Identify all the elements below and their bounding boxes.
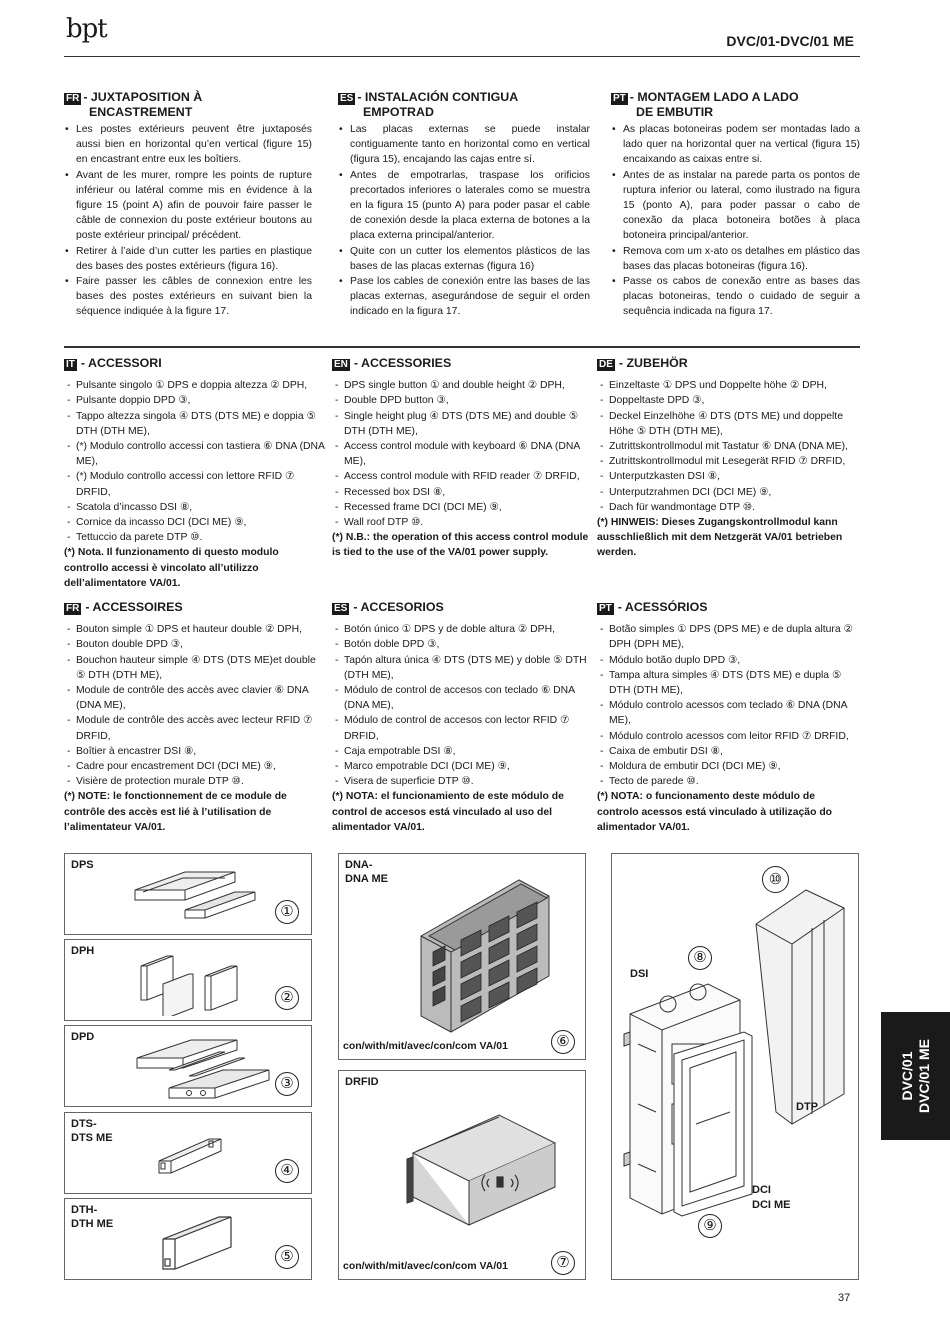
figure-label: DPS [71, 859, 94, 871]
section-heading: PT - MONTAGEM LADO A LADO DE EMBUTIR [613, 90, 799, 119]
dash-list [332, 622, 591, 789]
dna-keypad-illustration [409, 876, 559, 1036]
figure-label: DPH [71, 945, 95, 957]
note-text: (*) NOTA: el funcionamiento de este módulo de control de accesos está vinculado al uso del alimentador VA/01. [332, 791, 564, 833]
header-rule [64, 56, 860, 57]
list-item: - Unterputzrahmen DCI (DCI ME) ⑨, [597, 485, 859, 500]
item-number-7: ⑦ [551, 1251, 575, 1275]
list-item: - Deckel Einzelhöhe ④ DTS (DTS ME) und doppelte Höhe ⑤ DTH (DTH ME), [597, 409, 859, 439]
bullet-list [64, 122, 312, 320]
es-accesorios-section [332, 600, 591, 835]
list-item: • Les postes extérieurs peuvent être juxtaposés aussi bien en horizontal qu’en vertical (figure 15) en encastrant entre eux les boîtiers. [64, 122, 312, 168]
item-number-10: ⑩ [762, 866, 789, 893]
figure-assembly [611, 853, 859, 1280]
list-item: - Double DPD button ③, [332, 393, 591, 408]
note-text: (*) Nota. Il funzionamento di questo modulo controllo accessi è vincolato all’utilizzo dell’alimentatore VA/01. [64, 547, 279, 589]
figure-label: DTH- DTH ME [71, 1204, 114, 1230]
assembly-illustration [616, 884, 856, 1274]
list-item: - Botón único ① DPS y de doble altura ② DPH, [332, 622, 591, 637]
list-item: - Módulo controlo acessos com teclado ⑥ DNA (DNA ME), [597, 698, 859, 728]
figure-drfid [338, 1070, 586, 1280]
list-item: • Faire passer les câbles de connexion entre les bases des postes extérieurs en suivant bien la séquence indiquée à la figure 17. [64, 274, 312, 320]
item-number-1: ① [275, 900, 299, 924]
list-item: - Zutrittskontrollmodul mit Lesegerät RFID ⑦ DRFID, [597, 454, 859, 469]
dash-list [64, 378, 326, 545]
list-item: - Bouton simple ① DPS et hauteur double ② DPH, [64, 622, 326, 637]
bullet-list [338, 122, 590, 320]
drfid-reader-illustration [405, 1109, 565, 1239]
figure-dpd [64, 1025, 312, 1107]
section-heading: EN - ACCESSORIES [334, 356, 452, 370]
list-item: • Antes de as instalar na parede parta os pontos de ruptura inferior ou lateral, como ilustrado na figura 15 (ponto A), para poder passar o cabo de conexão da placa botoneira botões à placa botoneira principal/anterior. [611, 168, 860, 244]
item-number-5: ⑤ [275, 1245, 299, 1269]
list-item: • Remova com um x-ato os detalhes em plástico das bases das placas botoneiras (figura 16). [611, 244, 860, 274]
note-text: (*) HINWEIS: Dieses Zugangskontrollmodul kann ausschließlich mit dem Netzgerät VA/01 betrieben werden. [597, 517, 843, 559]
lang-tag-fr: FR [66, 93, 80, 104]
figure-label: DRFID [345, 1076, 379, 1088]
dth-illustration [155, 1207, 285, 1275]
section-heading: DE - ZUBEHÖR [599, 356, 688, 370]
list-item: • Retirer à l’aide d’un cutter les parties en plastique des bases des postes extérieurs (figura 16). [64, 244, 312, 274]
lang-tag-de: DE [599, 359, 613, 370]
list-item: - Moldura de embutir DCI (DCI ME) ⑨, [597, 759, 859, 774]
list-item: - Pulsante singolo ① DPS e doppia altezza ② DPH, [64, 378, 326, 393]
bpt-logo: bpt [66, 14, 107, 44]
list-item: - Access control module with RFID reader ⑦ DRFID, [332, 469, 591, 484]
list-item: - Cornice da incasso DCI (DCI ME) ⑨, [64, 515, 326, 530]
fr-accessoires-section [64, 600, 326, 835]
drfid-caption: con/with/mit/avec/con/com VA/01 [343, 1260, 508, 1272]
list-item: - Recessed frame DCI (DCI ME) ⑨, [332, 500, 591, 515]
pt-acessorios-section [597, 600, 859, 835]
dash-list [332, 378, 591, 530]
pt-montagem-section [611, 90, 860, 320]
lang-tag-es: ES [340, 93, 354, 104]
dts-illustration [149, 1123, 269, 1183]
list-item: • Antes de empotrarlas, traspase los orificios precortados inferiores o laterales como se muestra en la figura 15 (punto A) para poder pasar el cable de conexión desde la placa externa de botones a la placa externa principal/anterior. [338, 168, 590, 244]
section-heading: ES - INSTALACIÓN CONTIGUA EMPOTRAD [340, 90, 519, 119]
dash-list [64, 622, 326, 789]
dph-illustration [135, 944, 265, 1016]
list-item: - Tecto de parede ⑩. [597, 774, 859, 789]
list-item: - Unterputzkasten DSI ⑧, [597, 469, 859, 484]
list-item: - Caja empotrable DSI ⑧, [332, 744, 591, 759]
note-text: (*) NOTE: le fonctionnement de ce module de contrôle des accès est lié à l’utilisation de l’alimentateur VA/01. [64, 791, 287, 833]
dtp-label: DTP [796, 1101, 818, 1113]
list-item: • As placas botoneiras podem ser montadas lado a lado quer na horizontal quer na vertical (figura 15) encaixando as caixas entre si. [611, 122, 860, 168]
figure-label: DPD [71, 1031, 95, 1043]
list-item: - Visera de superficie DTP ⑩. [332, 774, 591, 789]
document-title: DVC/01-DVC/01 ME [726, 33, 854, 49]
figure-dna [338, 853, 586, 1060]
section-heading: FR - JUXTAPOSITION À ENCASTREMENT [66, 90, 203, 119]
dps-illustration [125, 860, 265, 922]
list-item: - Single height plug ④ DTS (DTS ME) and double ⑤ DTH (DTH ME), [332, 409, 591, 439]
list-item: - (*) Modulo controllo accessi con tastiera ⑥ DNA (DNA ME), [64, 439, 326, 469]
dsi-label: DSI [630, 968, 649, 980]
page-number: 37 [838, 1292, 851, 1304]
note-text: (*) N.B.: the operation of this access control module is tied to the use of the VA/01 power supply. [332, 532, 589, 559]
list-item: - Doppeltaste DPD ③, [597, 393, 859, 408]
section-divider [64, 346, 860, 348]
lang-tag-fr: FR [66, 603, 80, 614]
list-item: - Dach für wandmontage DTP ⑩. [597, 500, 859, 515]
list-item: • Quite con un cutter los elementos plásticos de las bases de las placas externas (figura 16) [338, 244, 590, 274]
list-item: - Botón doble DPD ③, [332, 637, 591, 652]
side-tab: DVC/01 DVC/01 ME [881, 1012, 950, 1140]
list-item: - Módulo de control de accesos con teclado ⑥ DNA (DNA ME), [332, 683, 591, 713]
lang-tag-it: IT [66, 359, 75, 370]
dna-caption: con/with/mit/avec/con/com VA/01 [343, 1040, 508, 1052]
figure-label: DTS- DTS ME [71, 1118, 113, 1144]
list-item: - DPS single button ① and double height ② DPH, [332, 378, 591, 393]
item-number-2: ② [275, 986, 299, 1010]
list-item: - Pulsante doppio DPD ③, [64, 393, 326, 408]
list-item: - Bouton double DPD ③, [64, 637, 326, 652]
note-text: (*) NOTA: o funcionamento deste módulo de controlo acessos está vinculado à utilização do alimentador VA/01. [597, 791, 833, 833]
list-item: - Tettuccio da parete DTP ⑩. [64, 530, 326, 545]
lang-tag-pt: PT [613, 93, 626, 104]
list-item: - Cadre pour encastrement DCI (DCI ME) ⑨, [64, 759, 326, 774]
list-item: - (*) Modulo controllo accessi con lettore RFID ⑦ DRFID, [64, 469, 326, 499]
list-item: - Wall roof DTP ⑩. [332, 515, 591, 530]
list-item: - Botão simples ① DPS (DPS ME) e de dupla altura ② DPH (DPH ME), [597, 622, 859, 652]
bullet-list [611, 122, 860, 320]
item-number-4: ④ [275, 1159, 299, 1183]
item-number-9: ⑨ [698, 1214, 722, 1238]
dash-list [597, 378, 859, 515]
list-item: - Módulo botão duplo DPD ③, [597, 653, 859, 668]
figure-dts [64, 1112, 312, 1194]
dash-list [597, 622, 859, 789]
section-heading: ES - ACCESORIOS [334, 600, 444, 614]
list-item: - Boîtier à encastrer DSI ⑧, [64, 744, 326, 759]
list-item: - Bouchon hauteur simple ④ DTS (DTS ME)et double ⑤ DTH (DTH ME), [64, 653, 326, 683]
figure-label: DNA- DNA ME [345, 859, 388, 885]
list-item: • Pase los cables de conexión entre las bases de las placas externas, asegurándose de seguir el orden indicado en la figura 17. [338, 274, 590, 320]
section-heading: PT - ACESSÓRIOS [599, 600, 708, 614]
figure-dth [64, 1198, 312, 1280]
list-item: - Tappo altezza singola ④ DTS (DTS ME) e doppia ⑤ DTH (DTH ME), [64, 409, 326, 439]
list-item: - Tapón altura única ④ DTS (DTS ME) y doble ⑤ DTH (DTH ME), [332, 653, 591, 683]
fr-juxtaposition-section [64, 90, 312, 320]
list-item: - Tampa altura simples ④ DTS (DTS ME) e dupla ⑤ DTH (DTH ME), [597, 668, 859, 698]
list-item: - Módulo controlo acessos com leitor RFID ⑦ DRFID, [597, 729, 859, 744]
figure-dps [64, 853, 312, 935]
item-number-3: ③ [275, 1072, 299, 1096]
list-item: - Visière de protection murale DTP ⑩. [64, 774, 326, 789]
dci-label: DCI DCI ME [752, 1184, 791, 1211]
list-item: • Passe os cabos de conexão entre as bases das placas botoneiras, tendo o cuidado de seguir a sequência indicada na figura 17. [611, 274, 860, 320]
item-number-8: ⑧ [688, 946, 712, 970]
list-item: - Access control module with keyboard ⑥ DNA (DNA ME), [332, 439, 591, 469]
list-item: - Módulo de control de accesos con lector RFID ⑦ DRFID, [332, 713, 591, 743]
section-heading: IT - ACCESSORI [66, 356, 162, 370]
en-accessories-section [332, 356, 591, 561]
dpd-illustration [129, 1030, 279, 1102]
list-item: • Las placas externas se puede instalar contiguamente tanto en horizontal como en vertical (figura 15), encajando las cajas entre sí. [338, 122, 590, 168]
lang-tag-es: ES [334, 603, 348, 614]
it-accessori-section [64, 356, 326, 591]
list-item: - Module de contrôle des accès avec lecteur RFID ⑦ DRFID, [64, 713, 326, 743]
list-item: - Zutrittskontrollmodul mit Tastatur ⑥ DNA (DNA ME), [597, 439, 859, 454]
de-zubehor-section [597, 356, 859, 561]
list-item: - Marco empotrable DCI (DCI ME) ⑨, [332, 759, 591, 774]
list-item: - Recessed box DSI ⑧, [332, 485, 591, 500]
lang-tag-pt: PT [599, 603, 612, 614]
section-heading: FR - ACCESSOIRES [66, 600, 183, 614]
es-instalacion-section [338, 90, 590, 320]
figure-dph [64, 939, 312, 1021]
item-number-6: ⑥ [551, 1030, 575, 1054]
list-item: - Caixa de embutir DSI ⑧, [597, 744, 859, 759]
list-item: - Scatola d’incasso DSI ⑧, [64, 500, 326, 515]
list-item: - Module de contrôle des accès avec clavier ⑥ DNA (DNA ME), [64, 683, 326, 713]
list-item: - Einzeltaste ① DPS und Doppelte höhe ② DPH, [597, 378, 859, 393]
list-item: • Avant de les murer, rompre les points de rupture inférieur ou latéral comme mis en évidence à la figure 15 (point A) afin de pouvoir faire passer le câble de connexion du poste extérieur boutons au poste extérieur principal/ précédent. [64, 168, 312, 244]
lang-tag-en: EN [334, 359, 348, 370]
